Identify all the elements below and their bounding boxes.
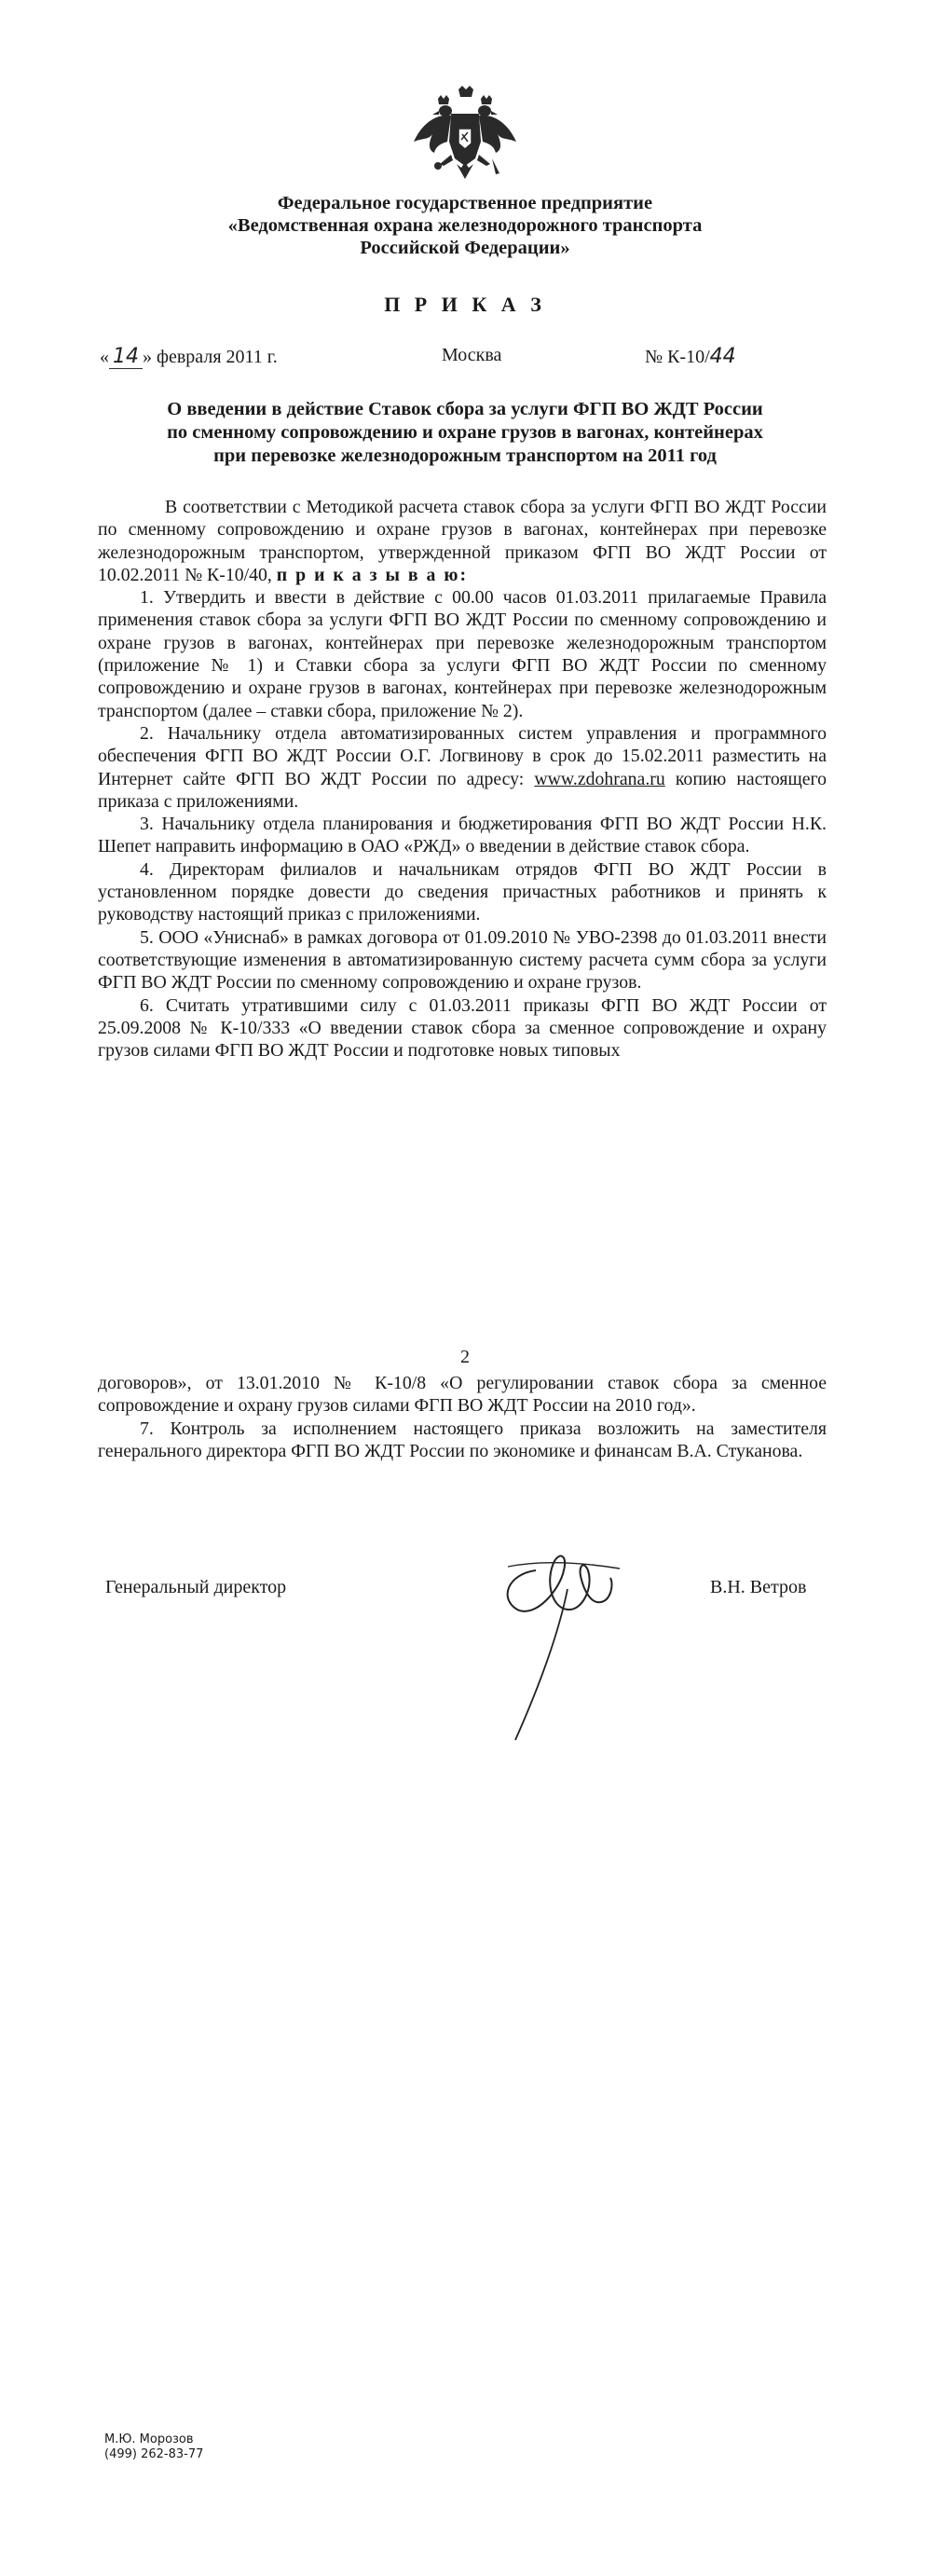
website-link[interactable]: www.zdohrana.ru xyxy=(534,768,665,789)
coat-of-arms-icon xyxy=(410,86,520,183)
item-1: 1. Утвердить и ввести в действие с 00.00 часов 01.03.2011 прилагаемые Правила применения ставок сбора за услуги ФГП ВО ЖДТ России по сменному сопровождению и охране грузов в вагонах, контейнерах при перевозке железнодорожным транспортом (приложение № 1) и Ставки сбора за услуги ФГП ВО ЖДТ России по сменному сопровождению и охране грузов в вагонах, контейнерах при перевозке железнодорожным транспортом (далее – ставки сбора, приложение № 2). xyxy=(98,587,827,721)
signer-position: Генеральный директор xyxy=(105,1577,287,1597)
order-number xyxy=(645,345,736,368)
order-title-line-1: О введении в действие Ставок сбора за услуги ФГП ВО ЖДТ России xyxy=(167,399,763,419)
date-open-quote: « xyxy=(100,347,109,367)
handwritten-order-number: 44 xyxy=(709,345,736,368)
order-body-page-2 xyxy=(98,1372,827,1462)
order-number-prefix: № К-10/ xyxy=(645,347,710,367)
item-3: 3. Начальнику отдела планирования и бюджетирования ФГП ВО ЖДТ России Н.К. Шепет направить информацию в ОАО «РЖД» о введении в действие ставок сбора. xyxy=(98,814,827,857)
order-title-line-3: при перевозке железнодорожным транспортом на 2011 год xyxy=(213,445,717,466)
order-body-page-1 xyxy=(98,496,827,1062)
org-name-line-3: Российской Федерации» xyxy=(360,238,570,258)
order-city: Москва xyxy=(442,345,502,365)
item-2-text: 2. Начальнику отдела автоматизированных систем управления и программного обеспечения ФГП ВО ЖДТ России О.Г. Логвинову в срок до 15.02.2011 разместить на Интернет сайте ФГП ВО ЖДТ России по адресу: xyxy=(98,722,827,789)
handwritten-day: 14 xyxy=(109,345,143,369)
date-rest: » февраля 2011 г. xyxy=(143,347,278,367)
org-name-line-2: «Ведомственная охрана железнодорожного транспорта xyxy=(227,215,703,236)
handwritten-signature xyxy=(471,1533,657,1747)
item-6-start: 6. Считать утратившими силу с 01.03.2011 приказы ФГП ВО ЖДТ России от 25.09.2008 № К-10/333 «О введении ставок сбора за сменное сопровождение и охрану грузов силами ФГП ВО ЖДТ России и подготовке новых типовых xyxy=(98,994,827,1062)
intro-text: В соответствии с Методикой расчета ставок сбора за услуги ФГП ВО ЖДТ России по сменному сопровождению и охране грузов в вагонах, контейнерах при перевозке железнодорожным транспортом, утвержденной приказом ФГП ВО ЖДТ России от 10.02.2011 № К-10/40, xyxy=(98,497,827,585)
org-name-line-1: Федеральное государственное предприятие xyxy=(277,193,653,213)
order-title-line-2: по сменному сопровождению и охране грузов в вагонах, контейнерах xyxy=(167,422,763,443)
item-2 xyxy=(98,722,827,813)
item-7: 7. Контроль за исполнением настоящего приказа возложить на заместителя генерального директора ФГП ВО ЖДТ России по экономике и финансам В.А. Стуканова. xyxy=(98,1418,827,1461)
item-5: 5. ООО «Униснаб» в рамках договора от 01.09.2010 № УВО-2398 до 01.03.2011 внести соответствующие изменения в автоматизированную систему расчета сумм сбора за услуги ФГП ВО ЖДТ России по сменному сопровождению и охране грузов. xyxy=(98,926,827,993)
order-word: п р и к а з ы в а ю: xyxy=(276,564,469,585)
signer-name: В.Н. Ветров xyxy=(710,1577,807,1597)
page-number: 2 xyxy=(460,1347,470,1367)
executor-name: М.Ю. Морозов xyxy=(104,2432,194,2446)
item-2-text-end: копию настоящего приказа с приложениями. xyxy=(98,768,827,812)
order-date xyxy=(100,345,278,368)
item-6-end: договоров», от 13.01.2010 № К-10/8 «О регулировании ставок сбора за сменное сопровождение и охрану грузов силами ФГП ВО ЖДТ России на 2010 год». xyxy=(98,1373,827,1417)
document-type-heading: П Р И К А З xyxy=(384,293,546,316)
executor-phone: (499) 262-83-77 xyxy=(104,2447,204,2461)
intro-paragraph xyxy=(98,496,827,586)
item-4: 4. Директорам филиалов и начальникам отрядов ФГП ВО ЖДТ России в установленном порядке довести до сведения причастных работников и принять к руководству настоящий приказ с приложениями. xyxy=(98,858,827,925)
